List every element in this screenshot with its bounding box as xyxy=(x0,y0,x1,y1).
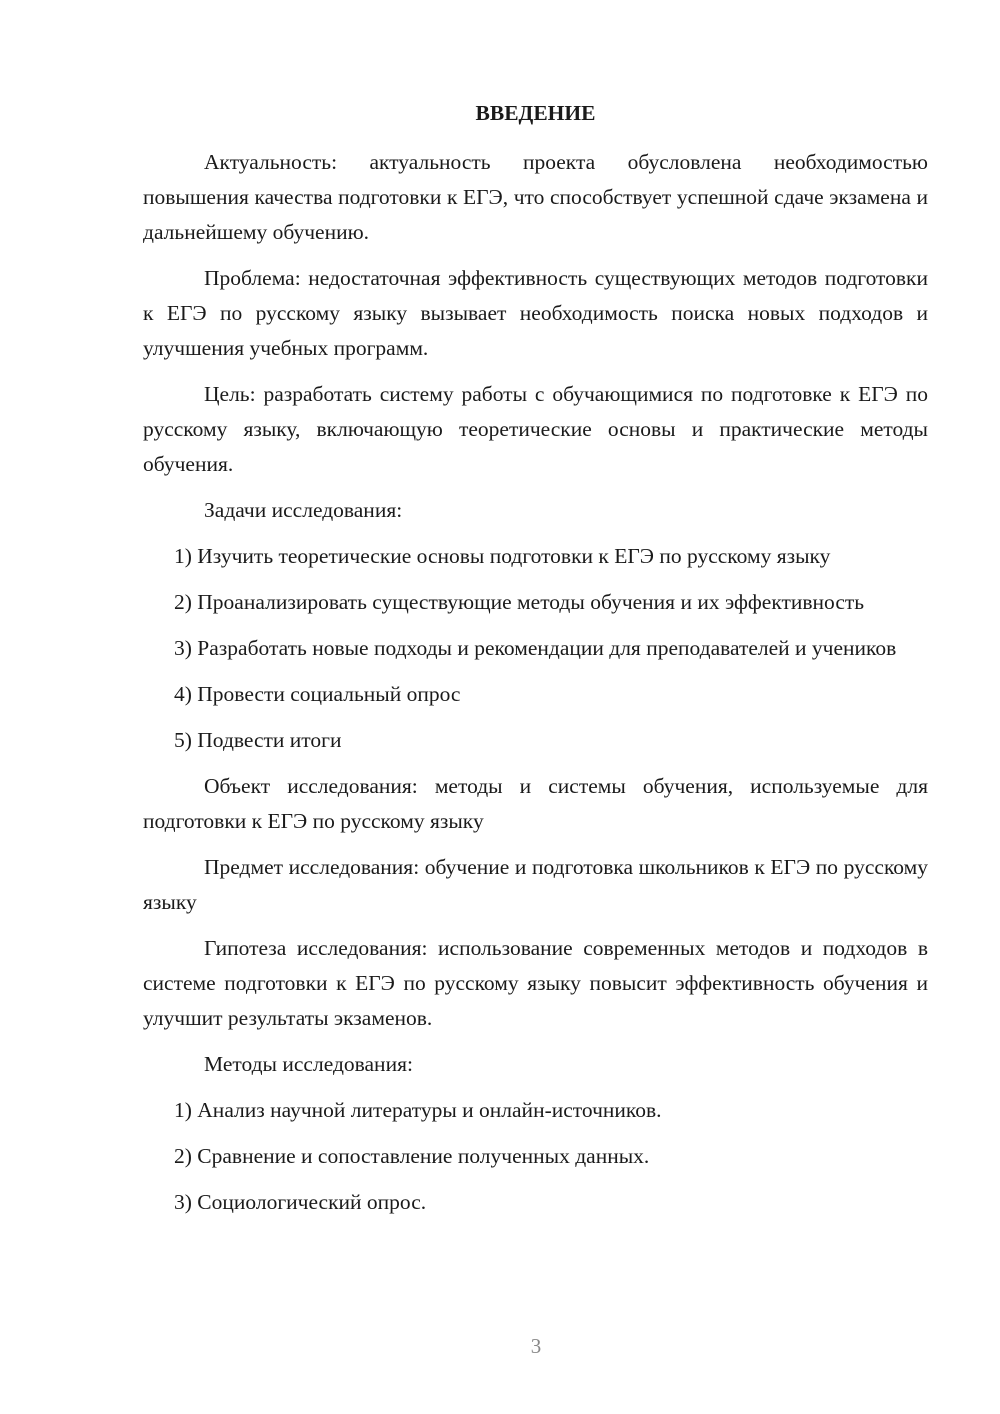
method-item-1: 1) Анализ научной литературы и онлайн-источников. xyxy=(174,1098,662,1122)
paragraph-object: Объект исследования: методы и системы обучения, используемые для подготовки к ЕГЭ по русскому языку xyxy=(143,774,928,833)
tasks-heading: Задачи исследования: xyxy=(204,498,403,522)
section-heading: ВВЕДЕНИЕ xyxy=(475,101,596,125)
paragraph-relevance: Актуальность: актуальность проекта обусловлена необходимостью повышения качества подготовки к ЕГЭ, что способствует успешной сдаче экзамена и дальнейшему обучению. xyxy=(143,150,928,244)
page-content xyxy=(143,96,928,1231)
task-item-2: 2) Проанализировать существующие методы обучения и их эффективность xyxy=(174,590,865,614)
task-item-5: 5) Подвести итоги xyxy=(174,728,342,752)
task-item-4: 4) Провести социальный опрос xyxy=(174,682,461,706)
method-item-2: 2) Сравнение и сопоставление полученных данных. xyxy=(174,1144,650,1168)
paragraph-problem: Проблема: недостаточная эффективность существующих методов подготовки к ЕГЭ по русскому языку вызывает необходимость поиска новых подходов и улучшения учебных программ. xyxy=(143,266,928,360)
task-item-1: 1) Изучить теоретические основы подготовки к ЕГЭ по русскому языку xyxy=(174,544,831,568)
method-item-3: 3) Социологический опрос. xyxy=(174,1190,427,1214)
paragraph-subject: Предмет исследования: обучение и подготовка школьников к ЕГЭ по русскому языку xyxy=(143,855,928,914)
paragraph-hypothesis: Гипотеза исследования: использование современных методов и подходов в системе подготовки к ЕГЭ по русскому языку повысит эффективность обучения и улучшит результаты экзаменов. xyxy=(143,936,928,1030)
page-number: 3 xyxy=(530,1334,542,1358)
task-item-3: 3) Разработать новые подходы и рекомендации для преподавателей и учеников xyxy=(174,636,897,660)
methods-heading: Методы исследования: xyxy=(204,1052,413,1076)
paragraph-goal: Цель: разработать систему работы с обучающимися по подготовке к ЕГЭ по русскому языку, включающую теоретические основы и практические методы обучения. xyxy=(143,382,928,476)
